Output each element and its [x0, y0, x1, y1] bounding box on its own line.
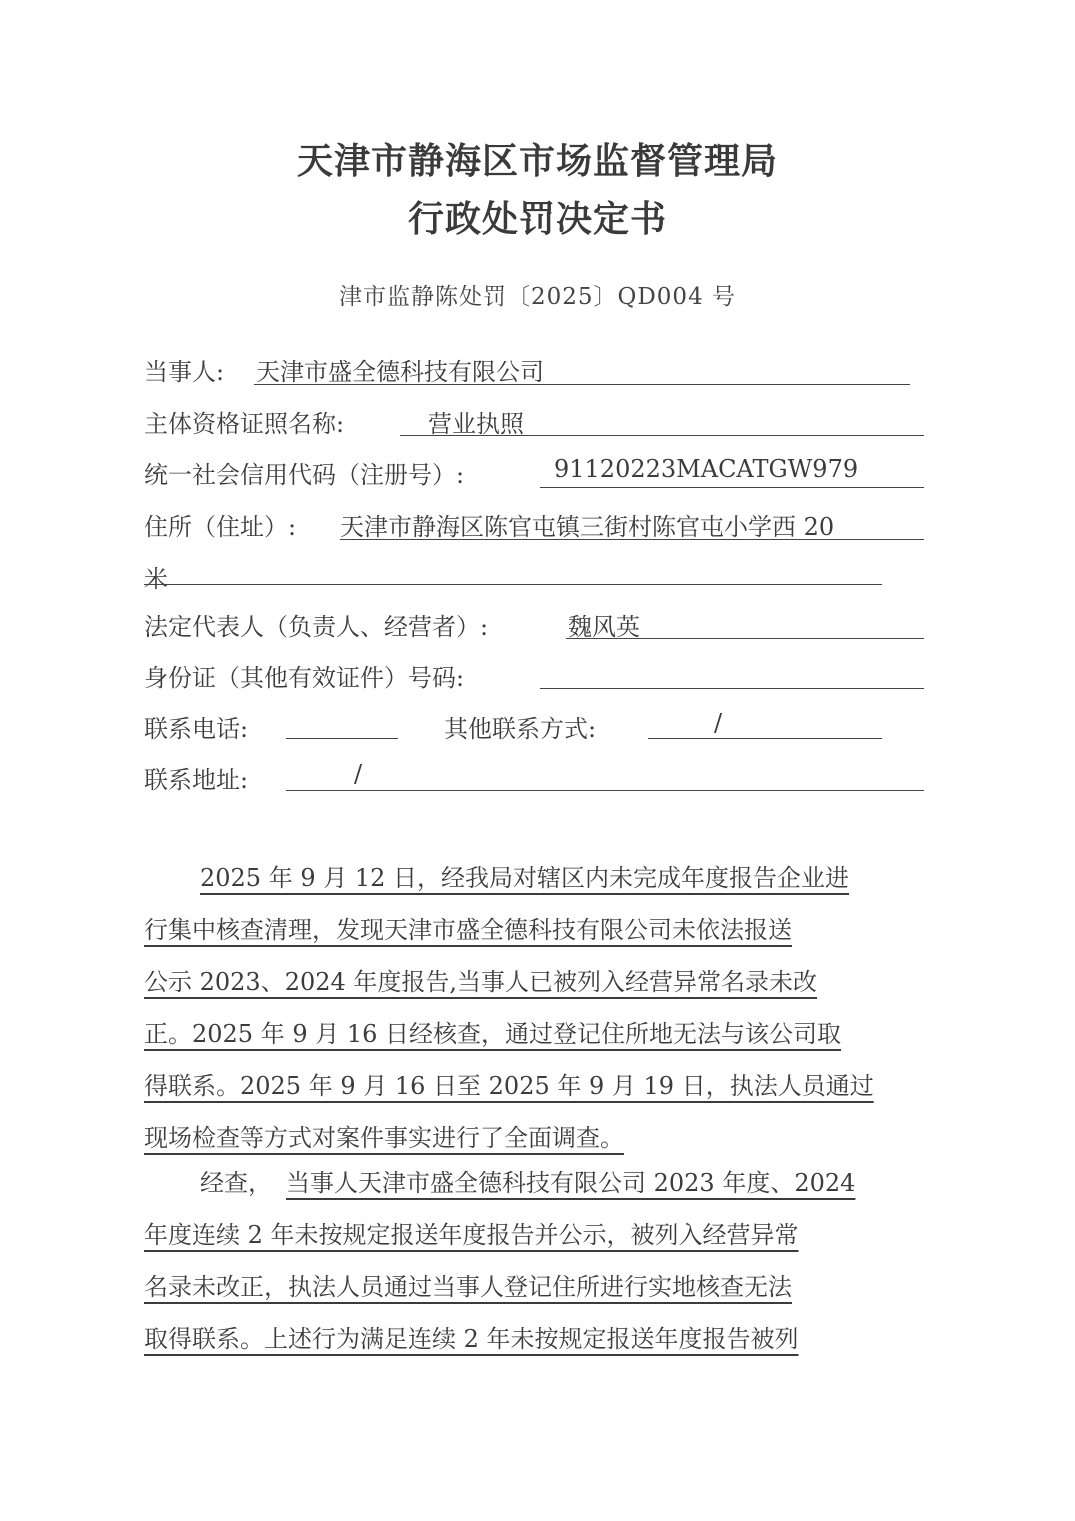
other-contact-underline [648, 738, 882, 739]
address-label: 住所（住址）: [144, 513, 297, 541]
address-row [144, 507, 924, 541]
paragraph-2-line: 当事人天津市盛全德科技有限公司 2023 年度、2024 [286, 1169, 856, 1197]
paragraph-1-line: 得联系。2025 年 9 月 16 日至 2025 年 9 月 19 日，执法人员通过 [144, 1072, 874, 1100]
paragraph-1-line: 现场检查等方式对案件事实进行了全面调查。 [144, 1124, 624, 1152]
party-value: 天津市盛全德科技有限公司 [256, 358, 544, 386]
address-underline-1 [340, 539, 924, 540]
credit-code-label: 统一社会信用代码（注册号）: [144, 461, 465, 489]
legal-rep-label: 法定代表人（负责人、经营者）: [144, 613, 489, 641]
legal-rep-value: 魏风英 [568, 613, 640, 641]
contact-address-label: 联系地址: [144, 766, 249, 794]
document-title: 行政处罚决定书 [407, 198, 667, 240]
contact-address-row [144, 760, 924, 794]
id-label: 身份证（其他有效证件）号码: [144, 664, 465, 692]
contact-address-underline [286, 790, 924, 791]
party-underline [254, 384, 910, 385]
address-row-2 [144, 559, 924, 593]
phone-underline [286, 738, 398, 739]
credit-code-row [144, 455, 924, 489]
party-label: 当事人: [144, 358, 225, 386]
paragraph-1-line: 2025 年 9 月 12 日，经我局对辖区内未完成年度报告企业进 [200, 864, 850, 892]
other-contact-value: / [714, 709, 723, 737]
legal-rep-row [144, 607, 924, 641]
credit-code-value: 91120223MACATGW979 [554, 455, 859, 483]
agency-title: 天津市静海区市场监督管理局 [296, 140, 778, 182]
legal-rep-underline [566, 638, 924, 639]
paragraph-2-line: 年度连续 2 年未按规定报送年度报告并公示，被列入经营异常 [144, 1221, 799, 1249]
paragraph-1-line: 公示 2023、2024 年度报告,当事人已被列入经营异常名录未改 [144, 968, 818, 996]
party-row [144, 352, 924, 386]
paragraph-2-lead: 经查， [200, 1169, 272, 1197]
other-contact-label: 其他联系方式: [444, 715, 597, 743]
license-label: 主体资格证照名称: [144, 410, 345, 438]
document-number: 津市监静陈处罚〔2025〕QD004 号 [338, 284, 737, 310]
contact-address-value: / [354, 760, 363, 788]
phone-label: 联系电话: [144, 715, 249, 743]
id-row [144, 658, 924, 692]
license-value: 营业执照 [428, 410, 524, 438]
address-value-line2: 米 [144, 565, 168, 593]
license-row [144, 404, 924, 438]
paragraph-2-line: 名录未改正，执法人员通过当事人登记住所进行实地核查无法 [144, 1273, 792, 1301]
address-underline-2 [144, 584, 882, 585]
paragraph-2-line: 取得联系。上述行为满足连续 2 年未按规定报送年度报告被列 [144, 1325, 799, 1353]
credit-code-underline [540, 487, 924, 488]
address-value-line1: 天津市静海区陈官屯镇三街村陈官屯小学西 20 [340, 513, 835, 541]
paragraph-1-line: 正。2025 年 9 月 16 日经核查，通过登记住所地无法与该公司取 [144, 1020, 842, 1048]
id-underline [540, 688, 924, 689]
license-underline [400, 435, 924, 436]
paragraph-1-line: 行集中核查清理，发现天津市盛全德科技有限公司未依法报送 [144, 916, 792, 944]
